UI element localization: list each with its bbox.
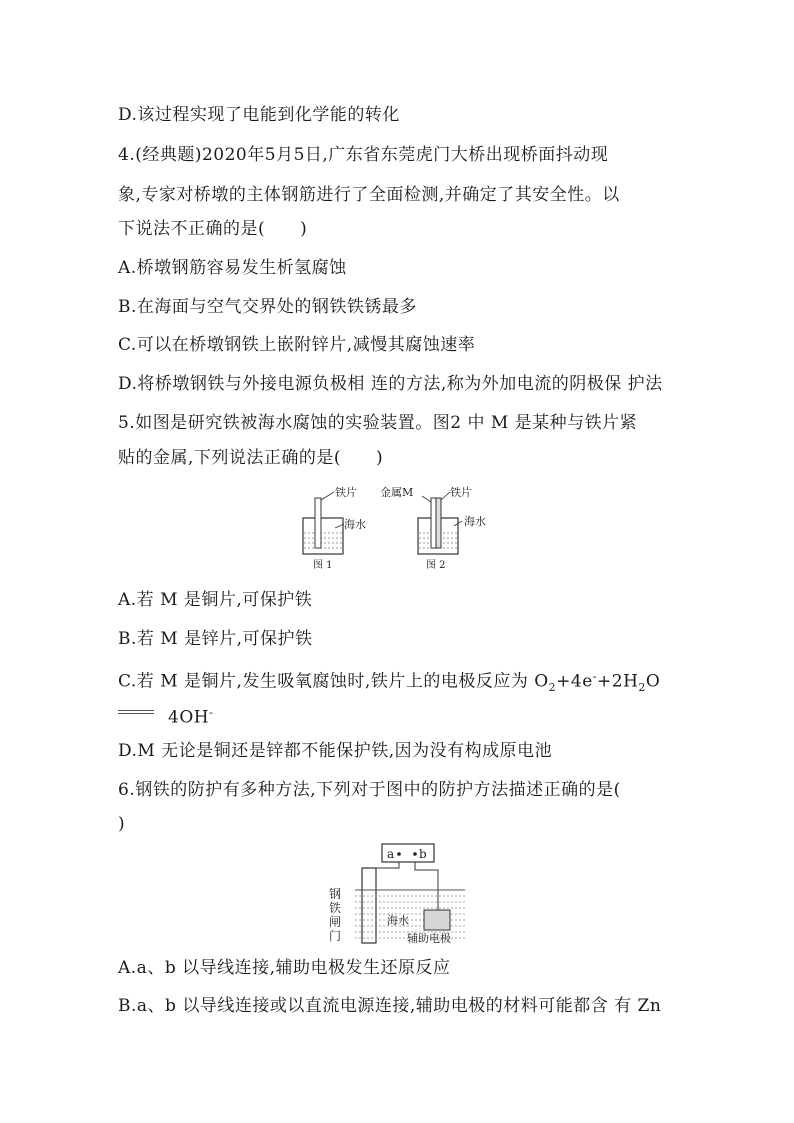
figure-5-corrosion-setup	[290, 478, 510, 573]
q4-option-a: A.桥墩钢筋容易发生析氢腐蚀	[118, 258, 347, 278]
fig1-caption: 图 1	[313, 560, 333, 571]
terminal-a-label: a	[387, 847, 395, 861]
q5-option-b: B.若 M 是锌片,可保护铁	[118, 629, 313, 649]
aux-electrode-label: 辅助电极	[407, 932, 451, 945]
equation-equals-bar	[118, 710, 154, 714]
q5-option-c-product: 4OH-	[168, 706, 214, 728]
fig2-caption: 图 2	[426, 560, 446, 571]
q5-option-c: C.若 M 是铜片,发生吸氧腐蚀时,铁片上的电极反应为 $O_2+4e^-+2H_2O$	[118, 670, 661, 695]
fig2-iron-label: 铁片	[450, 486, 472, 499]
fig2-metal-label: 金属M	[380, 486, 414, 499]
q4-option-c: C.可以在桥墩钢铁上嵌附锌片,减慢其腐蚀速率	[118, 335, 476, 355]
q5-stem-line2: 贴的金属,下列说法正确的是( )	[118, 448, 384, 468]
q4-option-d: D.将桥墩钢铁与外接电源负极相 连的方法,称为外加电流的阴极保 护法	[118, 374, 663, 394]
gate-label-3: 闸	[329, 915, 342, 929]
q5-option-a: A.若 M 是铜片,可保护铁	[118, 590, 313, 610]
figure-2	[380, 485, 486, 571]
q4-stem-line2: 象,专家对桥墩的主体钢筋进行了全面检测,并确定了其安全性。以	[118, 185, 620, 205]
seawater-label: 海水	[387, 914, 409, 927]
fig2-sea-label: 海水	[464, 515, 486, 528]
terminal-b-label: b	[419, 847, 427, 861]
q6-stem-line1: 6.钢铁的防护有多种方法,下列对于图中的防护方法描述正确的是(	[118, 780, 621, 800]
q3-option-d: D.该过程实现了电能到化学能的转化	[118, 105, 400, 125]
figure-6-cathodic-protection	[325, 838, 475, 950]
q6-option-b: B.a、b 以导线连接或以直流电源连接,辅助电极的材料可能都含 有 Zn	[118, 996, 662, 1016]
gate-label-1: 钢	[329, 887, 342, 901]
q5-stem-line1: 5.如图是研究铁被海水腐蚀的实验装置。图2 中 M 是某种与铁片紧	[118, 413, 638, 433]
auxiliary-electrode	[424, 910, 450, 930]
q4-stem-line1: 4.(经典题)2020年5月5日,广东省东莞虎门大桥出现桥面抖动现	[118, 145, 609, 165]
q6-option-a: A.a、b 以导线连接,辅助电极发生还原反应	[118, 958, 451, 978]
gate-label-4: 门	[329, 929, 342, 943]
q4-stem-line3: 下说法不正确的是( )	[118, 219, 308, 239]
q6-stem-line2: )	[118, 814, 126, 834]
q5-option-d: D.M 无论是铜还是锌都不能保护铁,因为没有构成原电池	[118, 741, 553, 761]
fig1-sea-label: 海水	[344, 518, 366, 531]
fig1-iron-label: 铁片	[335, 486, 357, 499]
q4-option-b: B.在海面与空气交界处的钢铁铁锈最多	[118, 297, 417, 317]
gate-label-2: 铁	[329, 901, 342, 915]
figure-1	[303, 485, 366, 571]
